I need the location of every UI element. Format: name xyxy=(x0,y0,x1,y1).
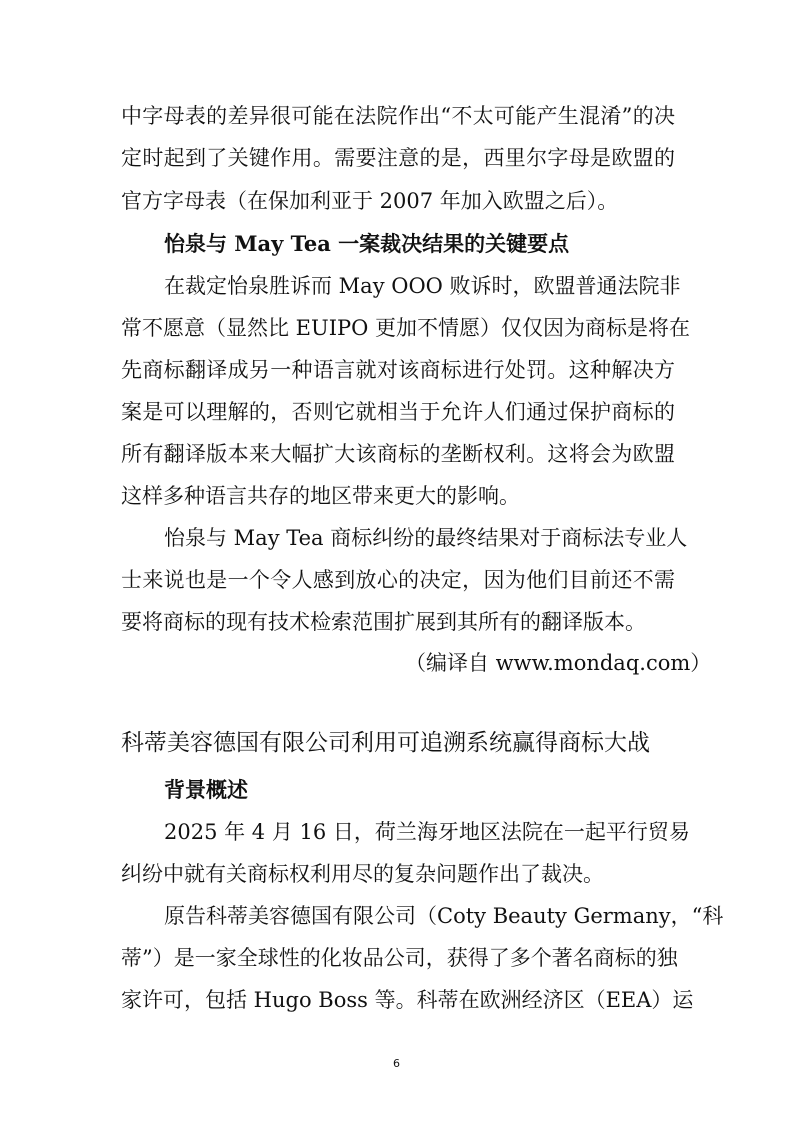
page-number: 6 xyxy=(393,1057,400,1070)
paragraph-line: 士来说也是一个令人感到放心的决定，因为他们目前还不需 xyxy=(121,568,675,592)
paragraph-line: 官方字母表（在保加利亚于 2007 年加入欧盟之后）。 xyxy=(121,189,619,213)
section-subheading: 怡泉与 May Tea 一案裁决结果的关键要点 xyxy=(164,231,570,256)
section-subheading: 背景概述 xyxy=(164,777,248,802)
paragraph-line: 家许可，包括 Hugo Boss 等。科蒂在欧洲经济区（EEA）运 xyxy=(121,988,694,1012)
paragraph-line: 定时起到了关键作用。需要注意的是，西里尔字母是欧盟的 xyxy=(121,146,675,170)
paragraph-line: 所有翻译版本来大幅扩大该商标的垄断权利。这将会为欧盟 xyxy=(121,442,675,466)
paragraph-line: 原告科蒂美容德国有限公司（Coty Beauty Germany，“科 xyxy=(164,904,724,928)
paragraph-line: 案是可以理解的，否则它就相当于允许人们通过保护商标的 xyxy=(121,400,675,424)
source-citation: （编译自 www.mondaq.com） xyxy=(405,651,712,675)
paragraph-line: 中字母表的差异很可能在法院作出“不太可能产生混淆”的决 xyxy=(121,104,675,128)
paragraph-line: 纠纷中就有关商标权利用尽的复杂问题作出了裁决。 xyxy=(121,862,604,886)
paragraph-line: 怡泉与 May Tea 商标纠纷的最终结果对于商标法专业人 xyxy=(164,526,688,550)
paragraph-line: 2025 年 4 月 16 日，荷兰海牙地区法院在一起平行贸易 xyxy=(164,820,690,844)
paragraph-line: 先商标翻译成另一种语言就对该商标进行处罚。这种解决方 xyxy=(121,358,675,382)
paragraph-line: 蒂”）是一家全球性的化妆品公司，获得了多个著名商标的独 xyxy=(121,946,678,970)
paragraph-line: 要将商标的现有技术检索范围扩展到其所有的翻译版本。 xyxy=(121,610,646,634)
article-heading: 科蒂美容德国有限公司利用可追溯系统赢得商标大战 xyxy=(121,730,650,756)
paragraph-line: 在裁定怡泉胜诉而 May OOO 败诉时，欧盟普通法院非 xyxy=(164,274,681,298)
paragraph-line: 常不愿意（显然比 EUIPO 更加不情愿）仅仅因为商标是将在 xyxy=(121,316,691,340)
paragraph-line: 这样多种语言共存的地区带来更大的影响。 xyxy=(121,484,520,508)
